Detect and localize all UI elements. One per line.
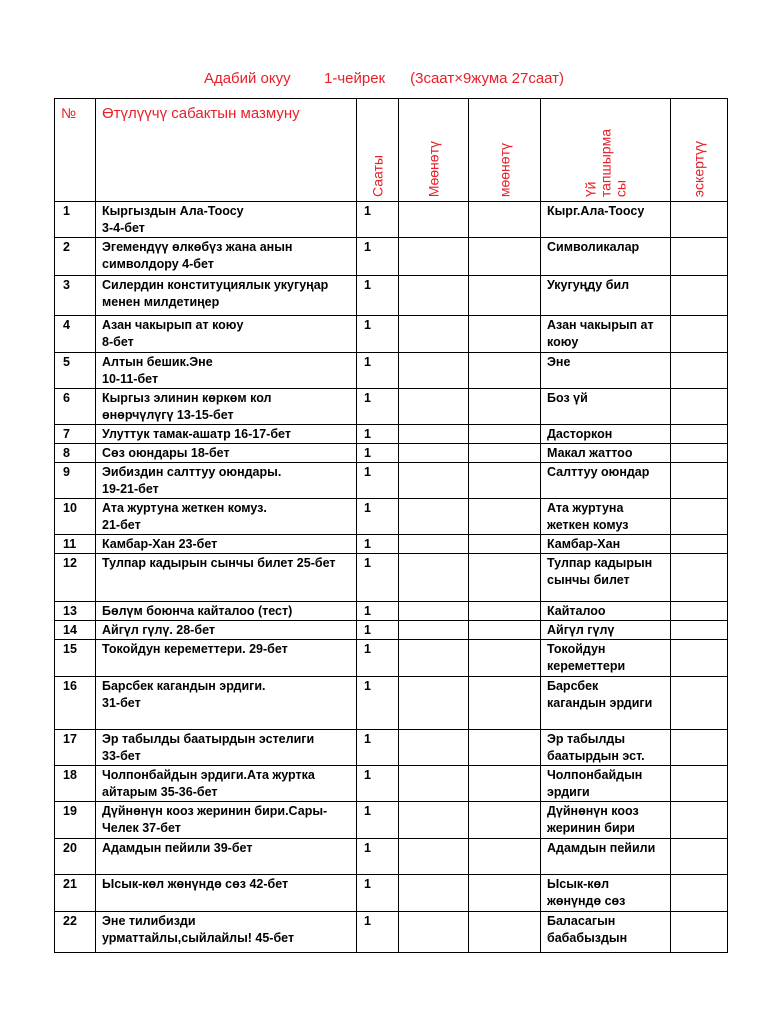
row-date-1 <box>399 444 469 463</box>
row-date-1 <box>399 554 469 602</box>
row-hours: 1 <box>357 316 399 353</box>
row-lesson-content: Эибиздин салттуу оюндары. 19-21-бет <box>96 463 357 499</box>
row-date-2 <box>469 202 541 238</box>
row-note <box>671 389 728 425</box>
row-note <box>671 766 728 802</box>
row-homework: Айгүл гүлү <box>541 621 671 640</box>
row-homework: Эне <box>541 353 671 389</box>
row-lesson-content: Азан чакырып ат коюу 8-бет <box>96 316 357 353</box>
row-hours: 1 <box>357 766 399 802</box>
row-hours: 1 <box>357 912 399 953</box>
row-hours: 1 <box>357 554 399 602</box>
row-hours: 1 <box>357 839 399 875</box>
row-homework: Кайталоо <box>541 602 671 621</box>
row-homework: Салттуу оюндар <box>541 463 671 499</box>
row-date-2 <box>469 238 541 276</box>
column-header-content: Өтүлүүчү сабактын мазмуну <box>96 99 357 202</box>
table-row <box>55 640 728 677</box>
row-homework: Боз үй <box>541 389 671 425</box>
row-homework: Дүйнөнүн кооз жеринин бири <box>541 802 671 839</box>
row-date-1 <box>399 316 469 353</box>
row-date-2 <box>469 730 541 766</box>
row-lesson-content: Эне тилибизди урматтайлы,сыйлайлы! 45-бет <box>96 912 357 953</box>
row-hours: 1 <box>357 621 399 640</box>
row-homework: Эр табылды баатырдын эст. <box>541 730 671 766</box>
title-quarter: 1-чейрек <box>323 70 386 87</box>
table-row <box>55 425 728 444</box>
row-homework: Камбар-Хан <box>541 535 671 554</box>
row-date-1 <box>399 238 469 276</box>
row-hours: 1 <box>357 730 399 766</box>
row-date-2 <box>469 602 541 621</box>
row-lesson-content: Ысык-көл жөнүндө сөз 42-бет <box>96 875 357 912</box>
row-date-2 <box>469 621 541 640</box>
row-date-1 <box>399 276 469 316</box>
table-row <box>55 444 728 463</box>
row-note <box>671 463 728 499</box>
row-date-2 <box>469 912 541 953</box>
table-row <box>55 839 728 875</box>
row-date-2 <box>469 554 541 602</box>
row-date-2 <box>469 766 541 802</box>
column-header-note <box>671 99 728 202</box>
row-note <box>671 238 728 276</box>
row-lesson-content: Айгүл гүлү. 28-бет <box>96 621 357 640</box>
row-note <box>671 802 728 839</box>
row-number: 8 <box>55 444 96 463</box>
page-title <box>0 70 768 87</box>
row-homework: Барсбек кагандын эрдиги <box>541 677 671 730</box>
row-date-1 <box>399 766 469 802</box>
row-number: 4 <box>55 316 96 353</box>
row-lesson-content: Эгемендүү өлкөбүз жана анын символдору 4-бет <box>96 238 357 276</box>
row-homework: Кырг.Ала-Тоосу <box>541 202 671 238</box>
row-date-2 <box>469 316 541 353</box>
column-header-number: № <box>55 99 96 202</box>
row-hours: 1 <box>357 499 399 535</box>
row-number: 9 <box>55 463 96 499</box>
row-date-2 <box>469 839 541 875</box>
row-note <box>671 425 728 444</box>
row-date-2 <box>469 875 541 912</box>
table-row <box>55 677 728 730</box>
column-header-note-label: эскертүү <box>690 140 707 197</box>
row-lesson-content: Кыргыз элинин көркөм кол өнөрчүлүгү 13-15-бет <box>96 389 357 425</box>
column-header-date-1-label: Мөөнөтү <box>425 140 441 197</box>
row-note <box>671 535 728 554</box>
row-date-2 <box>469 353 541 389</box>
row-date-1 <box>399 912 469 953</box>
table-row <box>55 730 728 766</box>
row-homework: Макал жаттоо <box>541 444 671 463</box>
table-row <box>55 621 728 640</box>
row-hours: 1 <box>357 389 399 425</box>
row-hours: 1 <box>357 640 399 677</box>
row-hours: 1 <box>357 677 399 730</box>
row-note <box>671 839 728 875</box>
row-number: 14 <box>55 621 96 640</box>
table-header-row <box>55 99 728 202</box>
table-row <box>55 202 728 238</box>
table-body <box>55 202 728 953</box>
row-lesson-content: Сөз оюндары 18-бет <box>96 444 357 463</box>
row-date-1 <box>399 621 469 640</box>
row-note <box>671 621 728 640</box>
row-date-1 <box>399 875 469 912</box>
table-row <box>55 802 728 839</box>
row-date-2 <box>469 802 541 839</box>
row-date-2 <box>469 677 541 730</box>
row-lesson-content: Алтын бешик.Эне 10-11-бет <box>96 353 357 389</box>
row-date-2 <box>469 425 541 444</box>
row-date-1 <box>399 602 469 621</box>
row-lesson-content: Улуттук тамак-ашатр 16-17-бет <box>96 425 357 444</box>
row-number: 15 <box>55 640 96 677</box>
row-note <box>671 353 728 389</box>
row-note <box>671 640 728 677</box>
row-date-1 <box>399 389 469 425</box>
row-date-2 <box>469 276 541 316</box>
row-date-1 <box>399 802 469 839</box>
row-date-1 <box>399 353 469 389</box>
row-number: 12 <box>55 554 96 602</box>
table-row <box>55 535 728 554</box>
row-date-2 <box>469 499 541 535</box>
row-lesson-content: Адамдын пейили 39-бет <box>96 839 357 875</box>
row-hours: 1 <box>357 202 399 238</box>
row-lesson-content: Дүйнөнүн кооз жеринин бири.Сары- Челек 37-бет <box>96 802 357 839</box>
row-lesson-content: Камбар-Хан 23-бет <box>96 535 357 554</box>
row-homework: Баласагын бабабыздын <box>541 912 671 953</box>
row-number: 21 <box>55 875 96 912</box>
row-date-2 <box>469 535 541 554</box>
row-date-1 <box>399 425 469 444</box>
column-header-date-2-label: мөөнөтү <box>496 142 512 197</box>
row-note <box>671 912 728 953</box>
table-row <box>55 389 728 425</box>
row-note <box>671 602 728 621</box>
row-number: 3 <box>55 276 96 316</box>
title-subject: Адабий окуу <box>203 70 291 87</box>
row-date-1 <box>399 535 469 554</box>
row-hours: 1 <box>357 463 399 499</box>
row-homework: Укугуңду бил <box>541 276 671 316</box>
row-number: 2 <box>55 238 96 276</box>
column-header-homework <box>541 99 671 202</box>
title-hours: (3саат×9жума 27саат) <box>410 70 565 87</box>
table-row <box>55 238 728 276</box>
row-lesson-content: Эр табылды баатырдын эстелиги 33-бет <box>96 730 357 766</box>
row-hours: 1 <box>357 353 399 389</box>
row-date-1 <box>399 677 469 730</box>
row-hours: 1 <box>357 276 399 316</box>
row-date-1 <box>399 463 469 499</box>
row-number: 7 <box>55 425 96 444</box>
table-row <box>55 353 728 389</box>
column-header-hours-label: Сааты <box>369 154 385 197</box>
row-homework: Дасторкон <box>541 425 671 444</box>
row-date-1 <box>399 202 469 238</box>
row-number: 6 <box>55 389 96 425</box>
row-date-1 <box>399 640 469 677</box>
row-hours: 1 <box>357 875 399 912</box>
row-number: 20 <box>55 839 96 875</box>
row-number: 10 <box>55 499 96 535</box>
row-note <box>671 444 728 463</box>
lesson-plan-table <box>54 98 728 953</box>
table-row <box>55 766 728 802</box>
row-note <box>671 499 728 535</box>
row-number: 19 <box>55 802 96 839</box>
row-hours: 1 <box>357 602 399 621</box>
row-hours: 1 <box>357 425 399 444</box>
table-row <box>55 499 728 535</box>
table-row <box>55 276 728 316</box>
column-header-homework-label: Үй тапшырма сы <box>582 128 628 197</box>
table-row <box>55 912 728 953</box>
row-lesson-content: Силердин конституциялык укугуңар менен милдетиңер <box>96 276 357 316</box>
row-date-2 <box>469 389 541 425</box>
row-lesson-content: Бөлүм боюнча кайталоо (тест) <box>96 602 357 621</box>
row-date-1 <box>399 730 469 766</box>
row-homework: Токойдун кереметтери <box>541 640 671 677</box>
row-note <box>671 730 728 766</box>
row-homework: Ата журтуна жеткен комуз <box>541 499 671 535</box>
row-homework: Адамдын пейили <box>541 839 671 875</box>
row-note <box>671 875 728 912</box>
row-date-2 <box>469 463 541 499</box>
row-note <box>671 316 728 353</box>
table-row <box>55 602 728 621</box>
row-homework: Чолпонбайдын эрдиги <box>541 766 671 802</box>
row-note <box>671 202 728 238</box>
row-lesson-content: Токойдун кереметтери. 29-бет <box>96 640 357 677</box>
row-note <box>671 554 728 602</box>
row-number: 5 <box>55 353 96 389</box>
row-homework: Азан чакырып ат коюу <box>541 316 671 353</box>
row-date-1 <box>399 499 469 535</box>
table-row <box>55 875 728 912</box>
row-lesson-content: Барсбек кагандын эрдиги. 31-бет <box>96 677 357 730</box>
row-hours: 1 <box>357 535 399 554</box>
row-date-1 <box>399 839 469 875</box>
row-date-2 <box>469 640 541 677</box>
row-note <box>671 276 728 316</box>
row-number: 22 <box>55 912 96 953</box>
table-row <box>55 316 728 353</box>
column-header-date-2 <box>469 99 541 202</box>
row-hours: 1 <box>357 238 399 276</box>
row-lesson-content: Тулпар кадырын сынчы билет 25-бет <box>96 554 357 602</box>
row-number: 18 <box>55 766 96 802</box>
row-homework: Символикалар <box>541 238 671 276</box>
row-number: 13 <box>55 602 96 621</box>
row-note <box>671 677 728 730</box>
row-number: 1 <box>55 202 96 238</box>
column-header-date-1 <box>399 99 469 202</box>
row-homework: Ысык-көл жөнүндө сөз <box>541 875 671 912</box>
column-header-hours <box>357 99 399 202</box>
row-lesson-content: Кыргыздын Ала-Тоосу 3-4-бет <box>96 202 357 238</box>
table-row <box>55 463 728 499</box>
table-row <box>55 554 728 602</box>
row-homework: Тулпар кадырын сынчы билет <box>541 554 671 602</box>
row-lesson-content: Чолпонбайдын эрдиги.Ата журтка айтарым 35-36-бет <box>96 766 357 802</box>
row-number: 17 <box>55 730 96 766</box>
row-hours: 1 <box>357 444 399 463</box>
row-date-2 <box>469 444 541 463</box>
row-number: 11 <box>55 535 96 554</box>
row-number: 16 <box>55 677 96 730</box>
row-hours: 1 <box>357 802 399 839</box>
row-lesson-content: Ата журтуна жеткен комуз. 21-бет <box>96 499 357 535</box>
